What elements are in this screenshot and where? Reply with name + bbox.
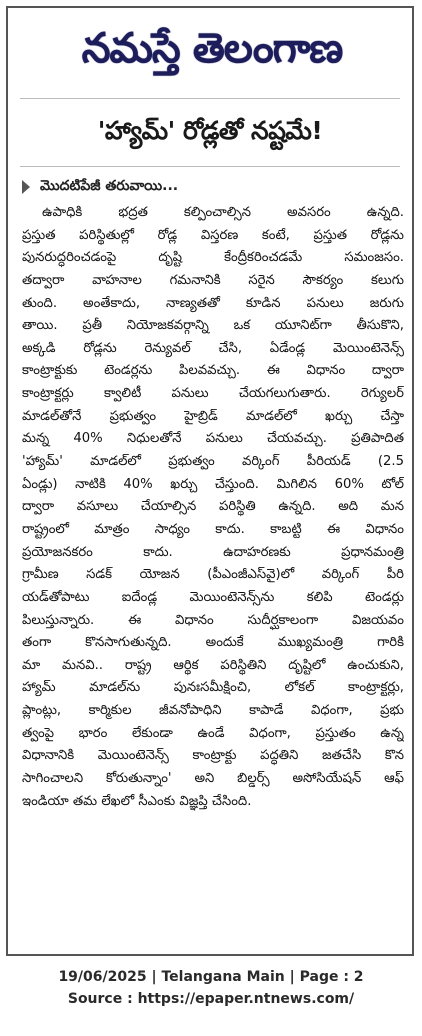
article-line: ఉపాధికి భద్రత కల్పించాల్సిన అవసరం ఉన్నది. [42, 205, 404, 220]
article-line: ఇండియా తమ లేఖలో సీఎంకు విజ్ఞప్తి చేసింది. [22, 793, 252, 809]
article-line: పునరుద్ధరించడంపై దృష్టి కేంద్రీకరించడమే సమంజసం. [22, 250, 404, 266]
article-line: గ్రామీణ సడక్ యోజన (పీఎంజీఎస్‌వై)లో వర్కింగ్ పీరి [22, 567, 404, 583]
chevron-right-icon [22, 180, 30, 194]
article-line: తుంది. అంతేకాదు, నాణ్యతతో కూడిన పనులు జరుగు [22, 295, 404, 311]
masthead-divider [20, 98, 400, 99]
article-line: పిలుస్తున్నారు. ఈ విధానం సుదీర్ఘకాలంగా విజయవం [22, 612, 404, 628]
article-body [22, 202, 404, 813]
article-line: సాగించాలని కోరుతున్నాం' అని బిల్డర్స్ అసోసియేషన్ ఆఫ్ [22, 771, 404, 787]
article-line: మాడల్‌తోనే ప్రభుత్వం హైబ్రిడ్ మాడల్‌లో ఖర్చు చేస్తా [22, 408, 404, 424]
article-line: ఏండ్లు) నాటికి 40% ఖర్చు చేస్తుంది. మిగిలిన 60% టోల్ [22, 476, 404, 492]
newspaper-masthead: నమస్తే తెలంగాణ [81, 24, 343, 72]
article-line: 'హ్యామ్' మాడల్‌లో ప్రభుత్వం వర్కింగ్ పీరియడ్ (2.5 [22, 454, 404, 470]
clipping-frame [6, 6, 414, 956]
clipping-footer [0, 966, 422, 1010]
article-line: తద్వారా వాహనాల గమనానికి సరైన సౌకర్యం కలుగు [22, 272, 404, 288]
publication-info: 19/06/2025 | Telangana Main | Page : 2 [58, 969, 364, 985]
article-line: విధానానికి మెయింటెనెన్స్ కాంట్రాక్టు పద్ధతిని జతచేసి కొన [22, 748, 404, 764]
article-line: కాంట్రాక్టర్లు క్వాలిటీ పనులు చేయగలుగుతారు. రెగ్యులర్ [22, 386, 404, 402]
article-line: ప్రస్తుత పరిస్థితుల్లో రోడ్ల విస్తరణ కంటే, ప్రస్తుత రోడ్లను [22, 227, 404, 243]
article-line: యడ్‌తోపాటు ఐదేండ్ల మెయింటెనెన్స్‌ను కలిపి టెండర్లు [22, 589, 404, 605]
article-line: తాయి. ప్రతీ నియోజకవర్గాన్ని ఒక యూనిట్‌గా తీసుకొని, [22, 318, 404, 334]
article-headline: 'హ్యామ్' రోడ్లతో నష్టమే! [97, 116, 323, 145]
article-line: హ్యామ్ మాడల్‌ను పునఃసమీక్షించి, లోకల్ కాంట్రాక్టర్లు, [22, 680, 404, 696]
source-url: Source : https://epaper.ntnews.com/ [67, 991, 355, 1007]
article-line: అక్కడి రోడ్లను రెన్యువల్ చేసి, ఏడేండ్ల మెయింటెనెన్స్ [22, 340, 404, 356]
continued-from-text: మొదటిపేజీ తరువాయి... [40, 177, 179, 194]
continued-from-label [22, 176, 178, 198]
article-line: ప్లాంట్లు, కార్మికుల జీవనోపాధిని కాపాడే విధంగా, ప్రభు [22, 703, 404, 719]
headline-divider [20, 166, 400, 167]
article-line: కాంట్రాక్టుకు టెండర్లను పిలవవచ్చు. ఈ విధానం ద్వారా [22, 363, 404, 379]
article-line: రాష్ట్రంలో మాత్రం సాధ్యం కాదు. కాబట్టి ఈ విధానం [22, 521, 404, 537]
article-line: ద్వారా వసూలు చేయాల్సిన పరిస్థితి ఉన్నది. అది మన [22, 499, 404, 515]
article-line: తంగా కొనసాగుతున్నది. అందుకే ముఖ్యమంత్రి గారికి [22, 635, 404, 651]
article-line: ప్రయోజనకరం కాదు. ఉదాహరణకు ప్రధానమంత్రి [22, 544, 404, 560]
article-line: మా మనవి.. రాష్ట్ర ఆర్థిక పరిస్థితిని దృష్టిలో ఉంచుకుని, [22, 657, 404, 673]
article-line: త్వంపై భారం లేకుండా ఉండే విధంగా, ప్రస్తుతం ఉన్న [22, 725, 404, 741]
article-line: మన్న 40% నిధులతోనే పనులు చేయవచ్చు. ప్రతిపాదిత [22, 431, 404, 447]
